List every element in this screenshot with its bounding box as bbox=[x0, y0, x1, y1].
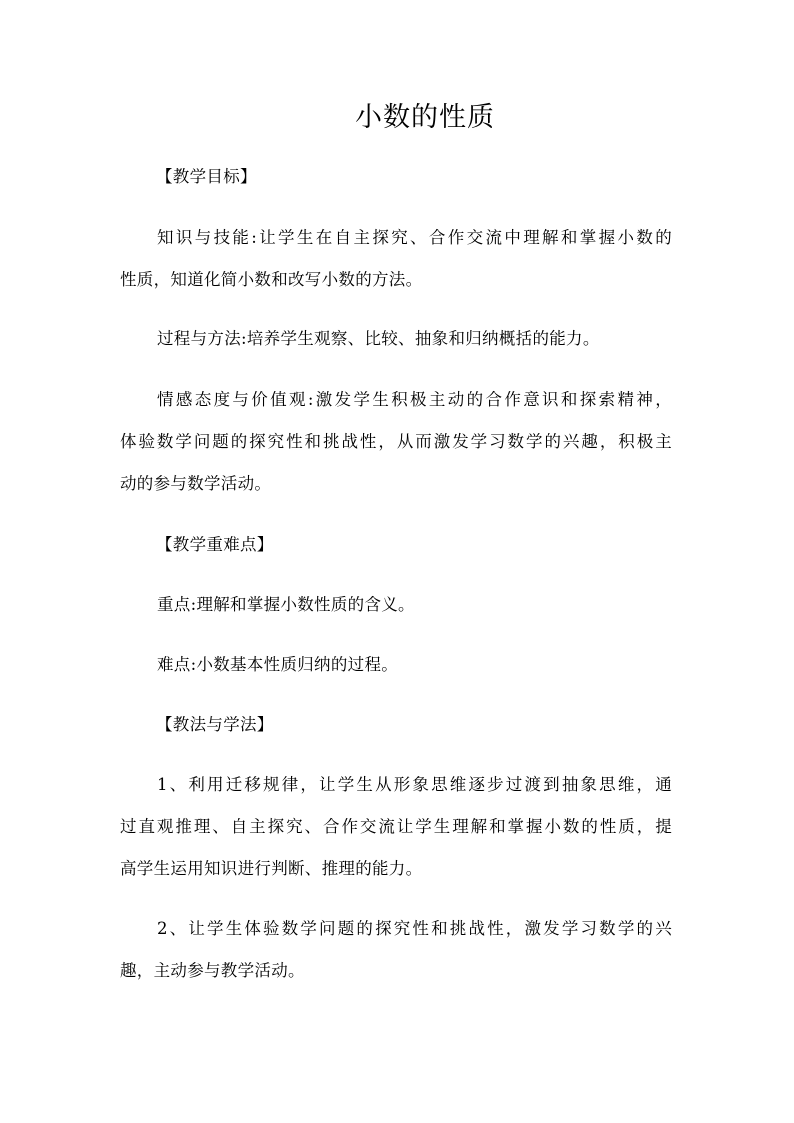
section-heading-key-points: 【教学重难点】 bbox=[156, 535, 274, 554]
paragraph-line: 体验数学问题的探究性和挑战性，从而激发学习数学的兴趣，积极主 bbox=[120, 432, 672, 451]
paragraph-line: 动的参与数学活动。 bbox=[120, 474, 272, 493]
paragraph-line: 高学生运用知识进行判断、推理的能力。 bbox=[120, 859, 423, 878]
page-title: 小数的性质 bbox=[355, 102, 495, 133]
paragraph-line: 情感态度与价值观:激发学生积极主动的合作意识和探索精神， bbox=[157, 390, 672, 409]
paragraph-line: 1、利用迁移规律，让学生从形象思维逐步过渡到抽象思维，通 bbox=[157, 775, 672, 794]
paragraph-line: 过程与方法:培养学生观察、比较、抽象和归纳概括的能力。 bbox=[157, 329, 600, 348]
section-heading-goals: 【教学目标】 bbox=[156, 167, 257, 186]
paragraph-line: 知识与技能:让学生在自主探究、合作交流中理解和掌握小数的 bbox=[157, 228, 672, 247]
paragraph-line: 性质，知道化简小数和改写小数的方法。 bbox=[120, 270, 423, 289]
paragraph-line: 难点:小数基本性质归纳的过程。 bbox=[157, 655, 399, 674]
section-heading-methods: 【教法与学法】 bbox=[156, 715, 274, 734]
paragraph-line: 2、让学生体验数学问题的探究性和挑战性，激发学习数学的兴 bbox=[157, 919, 672, 938]
paragraph-line: 趣，主动参与教学活动。 bbox=[120, 961, 305, 980]
paragraph-line: 重点:理解和掌握小数性质的含义。 bbox=[157, 595, 415, 614]
paragraph-line: 过直观推理、自主探究、合作交流让学生理解和掌握小数的性质，提 bbox=[120, 817, 672, 836]
